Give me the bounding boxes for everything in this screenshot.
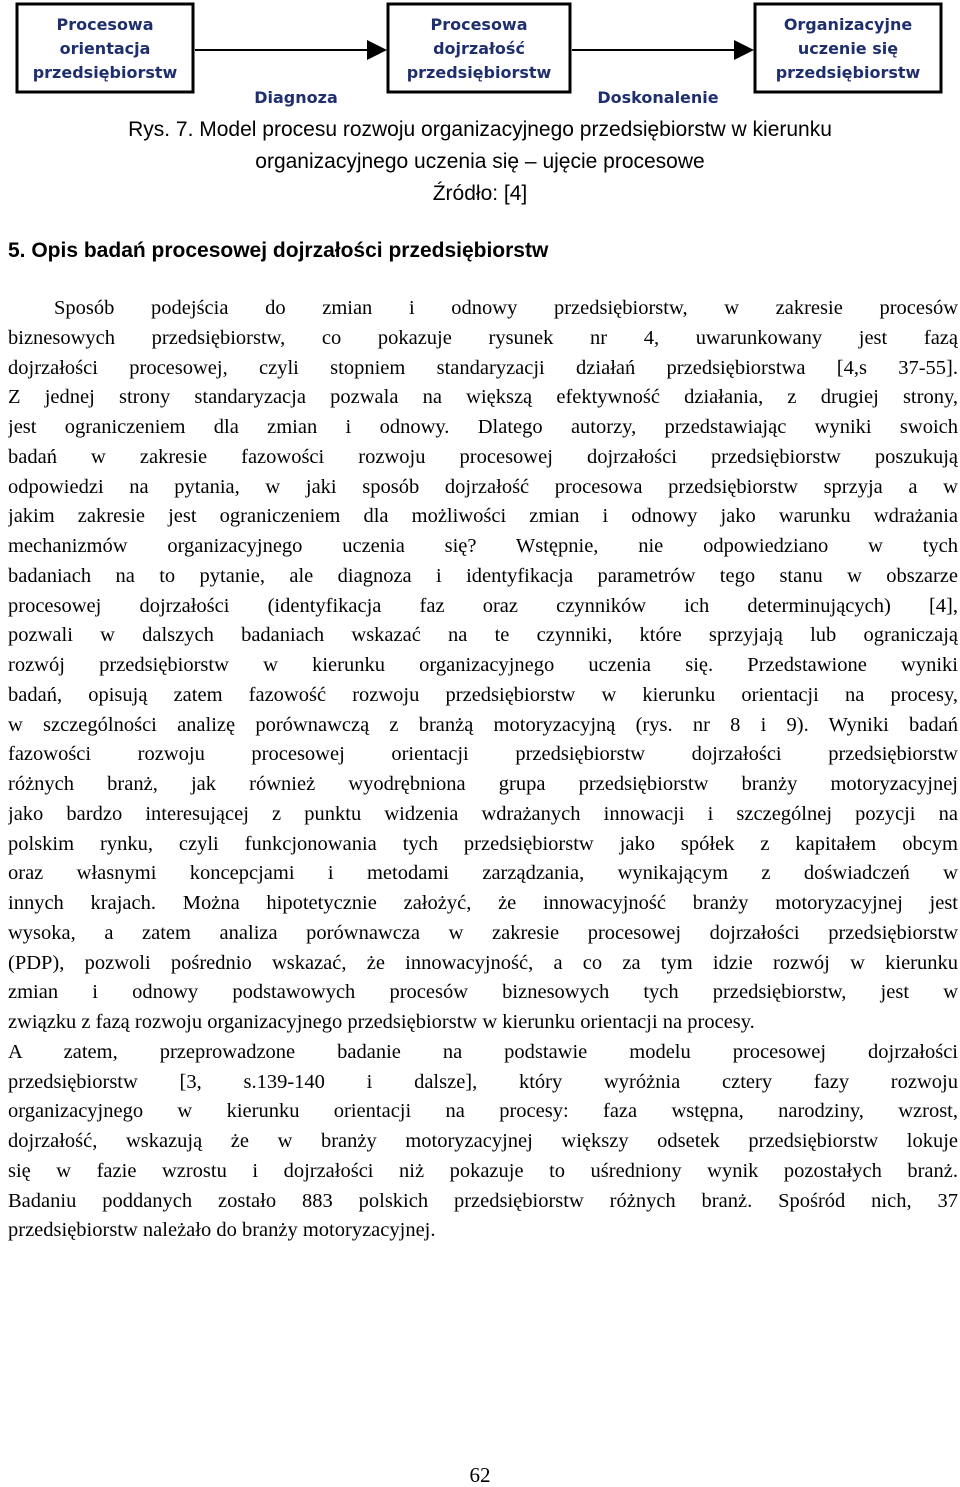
body-line: się w fazie wzrostu i dojrzałości niż pokazuje to uśredniony wynik pozostałych branż. (8, 1159, 958, 1182)
diagram-svg (0, 0, 960, 108)
box-1-line-2: orientacja (59, 39, 151, 58)
body-line: dojrzałość, wskazują że w branży motoryzacyjnej większy odsetek przedsiębiorstw lokuje (8, 1130, 958, 1152)
body-line: badań w zakresie fazowości rozwoju procesowej dojrzałości przedsiębiorstw poszukują (8, 445, 958, 468)
caption-source: Źródło: [4] (432, 182, 528, 205)
body-line: polskim rynku, czyli funkcjonowania tych przedsiębiorstw jako spółek z kapitałem obcym (8, 832, 958, 855)
body-line: różnych branż, jak również wyodrębniona grupa przedsiębiorstw branży motoryzacyjnej (8, 773, 958, 795)
body-line: Z jednej strony standaryzacja pozwala na większą efektywność działania, z drugiej strony, (8, 386, 958, 409)
box-1-line-3: przedsiębiorstw (32, 63, 178, 82)
caption-line-2: organizacyjnego uczenia się – ujęcie procesowe (255, 150, 705, 173)
page-number: 62 (469, 1463, 491, 1487)
body-line: Badaniu poddanych zostało 883 polskich przedsiębiorstw różnych branż. Spośród nich, 37 (8, 1189, 958, 1212)
body-line: jako bardzo interesującej z punktu widzenia wdrażanych innowacji i szczególnej pozycji na (8, 802, 958, 825)
body-line: w szczególności analizę porównawczą z branżą motoryzacyjną (rys. nr 8 i 9). Wyniki badań (8, 713, 958, 736)
body-line: badań, opisują zatem fazowość rozwoju przedsiębiorstw w kierunku orientacji na procesy, (8, 683, 958, 706)
body-line: badaniach na to pytanie, ale diagnoza i identyfikacja parametrów tego stanu w obszarze (8, 564, 958, 587)
box-3-line-3: przedsiębiorstw (775, 63, 921, 82)
body-line: przedsiębiorstw należało do branży motoryzacyjnej. (8, 1219, 436, 1242)
body-line: rozwój przedsiębiorstw w kierunku organizacyjnego uczenia się. Przedstawione wyniki (8, 654, 958, 676)
body-line: zmian i odnowy podstawowych procesów biznesowych tych przedsiębiorstw, jest w (8, 981, 958, 1004)
body-line: fazowości rozwoju procesowej orientacji przedsiębiorstw dojrzałości przedsiębiorstw (8, 743, 958, 766)
body-line: dojrzałości procesowej, czyli stopniem standaryzacji działań przedsiębiorstwa [4,s 37-55]. (8, 356, 958, 379)
process-model-diagram (0, 0, 960, 108)
body-line: biznesowych przedsiębiorstw, co pokazuje rysunek nr 4, uwarunkowany jest fazą (8, 326, 958, 349)
box-process-maturity (388, 4, 570, 92)
body-line: odpowiedzi na pytania, w jaki sposób dojrzałość procesowa przedsiębiorstw sprzyja a w (8, 475, 958, 498)
section-heading: 5. Opis badań procesowej dojrzałości przedsiębiorstw (8, 239, 549, 262)
box-1-line-1: Procesowa (56, 15, 154, 34)
body-line: jakim zakresie jest ograniczeniem dla możliwości zmian i odnowy jako warunku wdrażania (8, 505, 958, 528)
box-2-line-2: dojrzałość (433, 39, 525, 58)
figure-caption (0, 114, 960, 210)
body-line: jest ograniczeniem dla zmian i odnowy. Dlatego autorzy, przedstawiając wyniki swoich (8, 416, 958, 438)
caption-line-1: Rys. 7. Model procesu rozwoju organizacyjnego przedsiębiorstw w kierunku (128, 118, 832, 141)
body-line: innych krajach. Można hipotetycznie założyć, że innowacyjność branży motoryzacyjnej jest (8, 892, 958, 914)
body-text (8, 294, 958, 1246)
body-line: oraz własnymi koncepcjami i metodami zarządzania, wynikającym z doświadczeń w (8, 862, 958, 885)
arrow-improvement (572, 50, 752, 107)
arrow-diagnosis (195, 50, 385, 107)
box-organizational-learning (755, 4, 941, 92)
body-line: przedsiębiorstw [3, s.139-140 i dalsze], który wyróżnia cztery fazy rozwoju (8, 1070, 958, 1093)
box-2-line-3: przedsiębiorstw (406, 63, 552, 82)
body-line: A zatem, przeprowadzone badanie na podstawie modelu procesowej dojrzałości (8, 1040, 958, 1063)
box-process-orientation (17, 4, 193, 92)
body-line: organizacyjnego w kierunku orientacji na procesy: faza wstępna, narodziny, wzrost, (8, 1100, 958, 1123)
body-line: mechanizmów organizacyjnego uczenia się? Wstępnie, nie odpowiedziano w tych (8, 535, 958, 557)
box-2-line-1: Procesowa (430, 15, 528, 34)
box-3-line-1: Organizacyjne (783, 15, 913, 34)
body-line: związku z fazą rozwoju organizacyjnego przedsiębiorstw w kierunku orientacji na procesy. (8, 1011, 755, 1033)
arrow-label-improvement: Doskonalenie (597, 88, 719, 107)
body-line: wysoka, a zatem analiza porównawcza w zakresie procesowej dojrzałości przedsiębiorstw (8, 921, 958, 944)
body-line: pozwali w dalszych badaniach wskazać na te czynniki, które sprzyjają lub ograniczają (8, 624, 958, 647)
box-3-line-2: uczenie się (797, 39, 899, 58)
body-line: (PDP), pozwoli pośrednio wskazać, że innowacyjność, a co za tym idzie rozwój w kierunku (8, 951, 958, 974)
body-line: procesowej dojrzałości (identyfikacja faz oraz czynników ich determinujących) [4], (8, 594, 958, 617)
arrow-label-diagnosis: Diagnoza (254, 88, 338, 107)
body-line: Sposób podejścia do zmian i odnowy przedsiębiorstw, w zakresie procesów (54, 297, 958, 319)
